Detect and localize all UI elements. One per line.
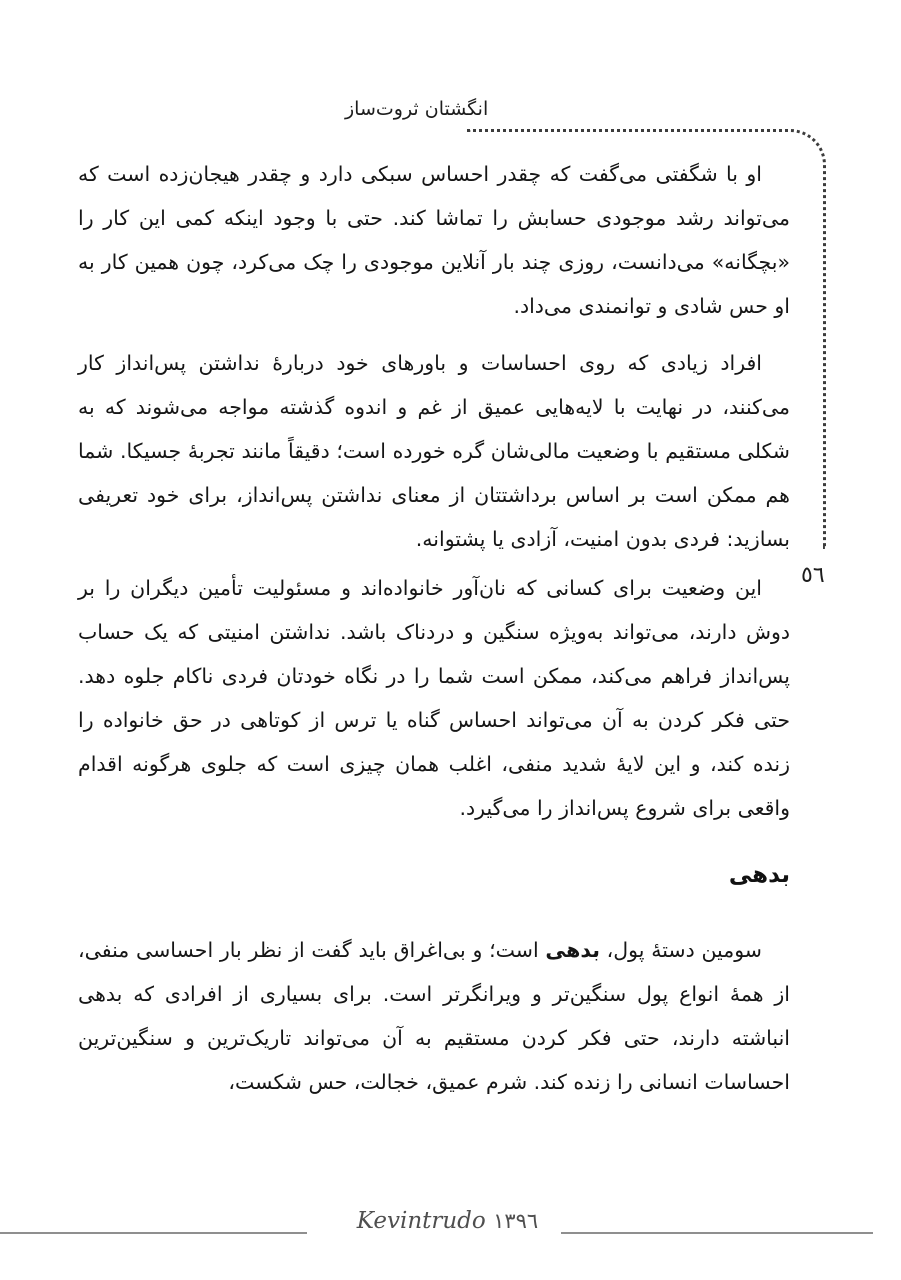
paragraph-4-rest: است؛ و بی‌اغراق باید گفت از نظر بار احساسی منفی، از همهٔ انواع پول سنگین‌تر و ویرانگرتر است. برای بسیاری از افرادی که بدهی انباشته دارند، حتی فکر کردن مستقیم به آن می‌تواند تاریک‌ترین و سنگین‌ترین احساسات انسانی را زنده کند. شرم عمیق، خجالت، حس شکست، (78, 938, 790, 1094)
paragraph-4-lead: سومین دستهٔ پول، (599, 938, 762, 962)
paragraph-4-bold-term: بدهی (545, 938, 600, 962)
body-paragraph-3: این وضعیت برای کسانی که نان‌آور خانواده‌اند و مسئولیت تأمین دیگران را بر دوش دارند، می‌تواند به‌ویژه سنگین و دردناک باشد. نداشتن امنیتی که یک حساب پس‌انداز فراهم می‌کند، ممکن است شما را در نگاه خودتان فردی ناکام جلوه دهد. حتی فکر کردن به آن می‌تواند احساس گناه یا ترس از کوتاهی در حق خانواده را زنده کند، و این لایهٔ شدید منفی، اغلب همان چیزی است که جلوی هرگونه اقدام واقعی برای شروع پس‌انداز را می‌گیرد. (78, 576, 790, 820)
footer-rule-left (0, 1232, 307, 1234)
section-heading-debt: بدهی (728, 862, 790, 888)
page-number: ٥٦ (801, 563, 825, 588)
footer-rule-right (561, 1232, 873, 1234)
footer-year: ١٣٩٦ (493, 1209, 539, 1233)
footer-publisher: Kevintrudo (356, 1208, 486, 1234)
running-head-title: انگشتان ثروت‌ساز (345, 98, 489, 120)
body-paragraph-1: او با شگفتی می‌گفت که چقدر احساس سبکی دارد و چقدر هیجان‌زده است که می‌تواند رشد موجودی حسابش را تماشا کند. حتی با وجود اینکه کمی این کار را «بچگانه» می‌دانست، روزی چند بار آنلاین موجودی را چک می‌کرد، چون همین کار به او حس شادی و توانمندی می‌داد. (78, 162, 790, 318)
body-paragraph-4 (78, 928, 790, 1104)
body-paragraph-2: افراد زیادی که روی احساسات و باورهای خود دربارهٔ نداشتن پس‌انداز کار می‌کنند، در نهایت با لایه‌هایی عمیق از غم و اندوه گذشته مواجه می‌شوند که به شکلی مستقیم با وضعیت مالی‌شان گره خورده است؛ دقیقاً مانند تجربهٔ جسیکا. شما هم ممکن است بر اساس برداشتتان از معنای نداشتن پس‌انداز، برای خود تعریفی بسازید: فردی بدون امنیت، آزادی یا پشتوانه. (78, 351, 790, 551)
footer-credit (340, 1208, 555, 1234)
